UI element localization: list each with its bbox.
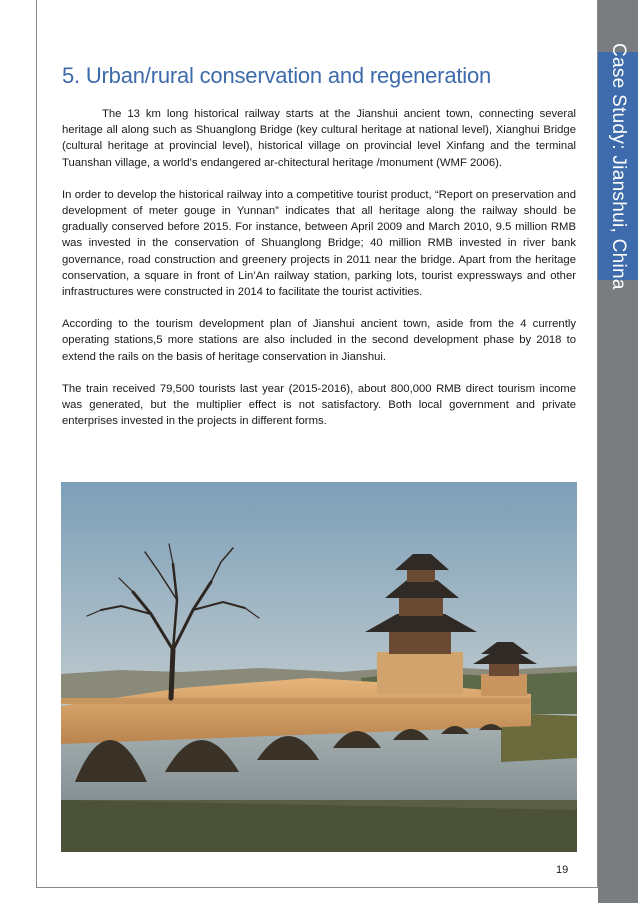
paragraph-development-investment: In order to develop the historical railway into a competitive tourist product, “Report on preservation and development of meter gouge in Yunnan” indicates that all heritage along the railway should be gradually conserved before 2015. For instance, between April 2009 and March 2010, 9.5 million RMB was invested in the conservation of Shuanglong Bridge; 40 million RMB invested in river bank governance, road construction and greenery projects in 2011 near the bridge. Apart from the heritage conservation, a square in front of Lin’An railway station, parking lots, tourist expressways and other infrastructures were constructed in 2014 to facilitate the tourist activities.: [62, 188, 576, 299]
body-text: [62, 106, 576, 445]
case-study-tab: [598, 42, 638, 290]
case-study-tab-label: Case Study: Jianshui, China: [608, 42, 629, 290]
paragraph-railway-overview: The 13 km long historical railway starts at the Jianshui ancient town, connecting several heritage all along such as Shuanglong Bridge (key cultural heritage at national level), Xianghui Bridge (cultural heritage at provincial level), historical village on provincial level Xinfang and the terminal Tuanshan village, a world's endangered ar-chitectural heritage /monument (WMF 2006).: [62, 108, 576, 169]
page-number: 19: [556, 864, 569, 876]
shuanglong-bridge-photo: [61, 482, 577, 852]
section-title: 5. Urban/rural conservation and regeneration: [62, 63, 492, 88]
paragraph-tourism-plan: According to the tourism development plan of Jianshui ancient town, aside from the 4 currently operating stations,5 more stations are also included in the second development phase by 2018 to extend the rails on the basis of heritage conservation in Jianshui.: [62, 318, 576, 363]
paragraph-tourist-numbers: The train received 79,500 tourists last year (2015-2016), about 800,000 RMB direct tourism income was generated, but the multiplier effect is not satisfactory. Both local government and private enterprises invested in the projects in different forms.: [62, 382, 576, 428]
